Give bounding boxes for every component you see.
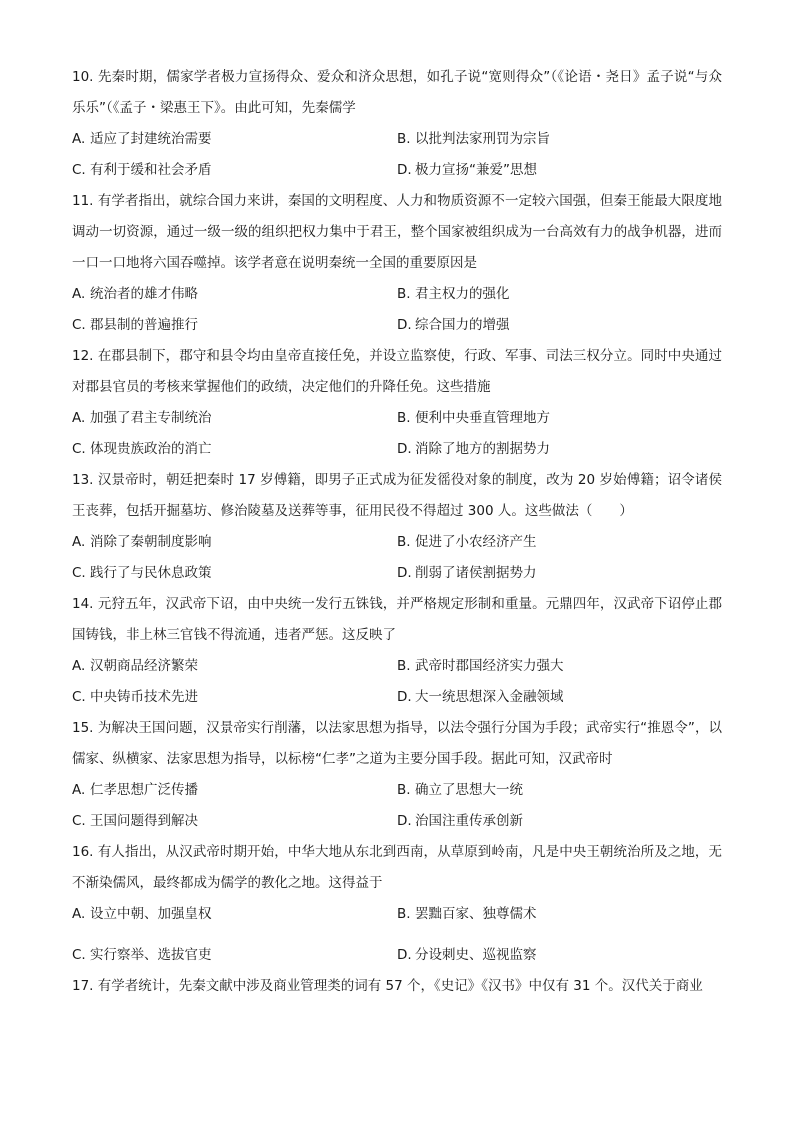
option-b[interactable]: B. 武帝时郡国经济实力强大: [397, 658, 564, 674]
options: [72, 124, 722, 186]
option-d[interactable]: D. 综合国力的增强: [397, 317, 510, 333]
option-b[interactable]: B. 促进了小农经济产生: [397, 534, 537, 550]
option-b[interactable]: B. 以批判法家刑罚为宗旨: [397, 131, 550, 147]
options: [72, 527, 722, 589]
question-11: [72, 186, 722, 341]
option-b[interactable]: B. 确立了思想大一统: [397, 782, 523, 798]
question-stem: 12. 在郡县制下，郡守和县令均由皇帝直接任免，并设立监察使，行政、军事、司法三权分立。同时中央通过对郡县官员的考核来掌握他们的政绩，决定他们的升降任免。这些措施: [72, 348, 722, 395]
option-c[interactable]: C. 体现贵族政治的消亡: [72, 441, 212, 457]
question-17: [72, 971, 722, 1002]
option-c[interactable]: C. 中央铸币技术先进: [72, 689, 198, 705]
option-a[interactable]: A. 统治者的雄才伟略: [72, 286, 198, 302]
option-b[interactable]: B. 君主权力的强化: [397, 286, 510, 302]
option-b[interactable]: B. 罢黜百家、独尊儒术: [397, 906, 537, 922]
options: [72, 403, 722, 465]
options: [72, 775, 722, 837]
option-a[interactable]: A. 加强了君主专制统治: [72, 410, 212, 426]
question-stem: 16. 有人指出，从汉武帝时期开始，中华大地从东北到西南，从草原到岭南，凡是中央王朝统治所及之地，无不渐染儒风，最终都成为儒学的教化之地。这得益于: [72, 844, 722, 891]
spacer: [72, 930, 722, 940]
option-a[interactable]: A. 汉朝商品经济繁荣: [72, 658, 198, 674]
option-a[interactable]: A. 设立中朝、加强皇权: [72, 906, 212, 922]
question-stem: 15. 为解决王国问题，汉景帝实行削藩，以法家思想为指导，以法令强行分国为手段；武帝实行“推恩令”，以儒家、纵横家、法家思想为指导，以标榜“仁孝”之道为主要分国手段。据此可知，汉武帝时: [72, 720, 722, 767]
question-stem: 14. 元狩五年，汉武帝下诏，由中央统一发行五铢钱，并严格规定形制和重量。元鼎四年，汉武帝下诏停止郡国铸钱，非上林三官钱不得流通，违者严惩。这反映了: [72, 596, 722, 643]
option-c[interactable]: C. 有利于缓和社会矛盾: [72, 162, 212, 178]
question-stem: 10. 先秦时期，儒家学者极力宣扬得众、爱众和济众思想，如孔子说“宽则得众”（《论语・尧日》孟子说“与众乐乐”（《孟子・梁惠王下》。由此可知，先秦儒学: [72, 69, 722, 116]
options: [72, 279, 722, 341]
option-c[interactable]: C. 郡县制的普遍推行: [72, 317, 198, 333]
question-stem: 17. 有学者统计，先秦文献中涉及商业管理类的词有 57 个，《史记》《汉书》中仅有 31 个。汉代关于商业: [72, 978, 703, 994]
question-stem: 11. 有学者指出，就综合国力来讲，秦国的文明程度、人力和物质资源不一定较六国强，但秦王能最大限度地调动一切资源，通过一级一级的组织把权力集中于君王，整个国家被组织成为一台高效有力的战争机器，进而一口一口地将六国吞噬掉。该学者意在说明秦统一全国的重要原因是: [72, 193, 722, 271]
options: [72, 940, 722, 971]
option-b[interactable]: B. 便利中央垂直管理地方: [397, 410, 550, 426]
options: [72, 651, 722, 713]
option-d[interactable]: D. 治国注重传承创新: [397, 813, 523, 829]
question-15: [72, 713, 722, 837]
question-13: [72, 465, 722, 589]
exam-page: [72, 62, 722, 1002]
option-d[interactable]: D. 削弱了诸侯割据势力: [397, 565, 537, 581]
option-d[interactable]: D. 极力宣扬“兼爱”思想: [397, 162, 537, 178]
option-a[interactable]: A. 适应了封建统治需要: [72, 131, 212, 147]
question-12: [72, 341, 722, 465]
option-c[interactable]: C. 实行察举、选拔官吏: [72, 947, 212, 963]
option-a[interactable]: A. 仁孝思想广泛传播: [72, 782, 198, 798]
option-c[interactable]: C. 王国问题得到解决: [72, 813, 198, 829]
option-d[interactable]: D. 分设刺史、巡视监察: [397, 947, 537, 963]
question-14: [72, 589, 722, 713]
option-c[interactable]: C. 践行了与民休息政策: [72, 565, 212, 581]
option-a[interactable]: A. 消除了秦朝制度影响: [72, 534, 212, 550]
option-d[interactable]: D. 消除了地方的割据势力: [397, 441, 550, 457]
question-stem: 13. 汉景帝时，朝廷把秦时 17 岁傅籍，即男子正式成为征发徭役对象的制度，改为 20 岁始傅籍；诏令诸侯王丧葬，包括开掘墓坊、修治陵墓及送葬等事，征用民役不得超过 300 人。这些做法（ ）: [72, 472, 722, 519]
options: [72, 899, 722, 930]
option-d[interactable]: D. 大一统思想深入金融领域: [397, 689, 564, 705]
question-16: [72, 837, 722, 971]
question-10: [72, 62, 722, 186]
